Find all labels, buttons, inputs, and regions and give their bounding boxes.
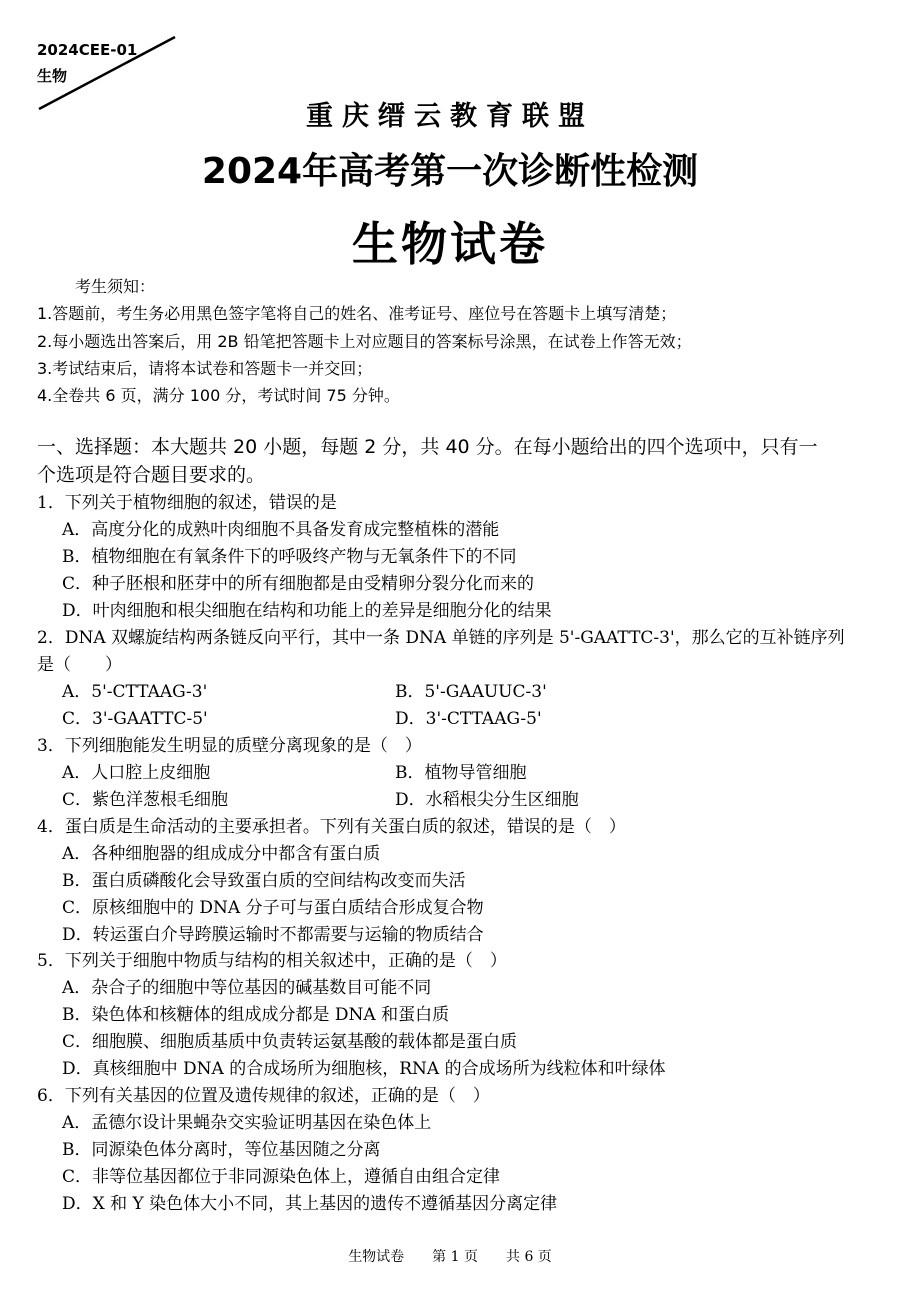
- question-6-option: D．X 和 Y 染色体大小不同，其上基因的遗传不遵循基因分离定律: [62, 1194, 558, 1214]
- notice-rule: 2.每小题选出答案后，用 2B 铅笔把答题卡上对应题目的答案标号涂黑，在试卷上作答无效；: [37, 332, 692, 351]
- question-4-option: D．转运蛋白介导跨膜运输时不都需要与运输的物质结合: [62, 925, 484, 945]
- notice-title: 考生须知：: [75, 277, 156, 296]
- question-2-stem: 2．DNA 双螺旋结构两条链反向平行，其中一条 DNA 单链的序列是 5'-GAATTC-3'，那么它的互补链序列: [37, 628, 845, 648]
- question-3-option: B．植物导管细胞: [395, 763, 527, 783]
- question-3-option: A．人口腔上皮细胞: [62, 763, 211, 783]
- question-5-option: B．染色体和核糖体的组成成分都是 DNA 和蛋白质: [62, 1005, 450, 1025]
- question-4-option: A．各种细胞器的组成成分中都含有蛋白质: [62, 844, 381, 864]
- question-4-option: C．原核细胞中的 DNA 分子可与蛋白质结合形成复合物: [62, 898, 484, 918]
- question-6-option: C．非等位基因都位于非同源染色体上，遵循自由组合定律: [62, 1167, 501, 1187]
- section-heading-line: 个选项是符合题目要求的。: [37, 464, 266, 486]
- question-5-option: C．细胞膜、细胞质基质中负责转运氨基酸的载体都是蛋白质: [62, 1032, 518, 1052]
- question-2-stem-cont: 是（ ）: [37, 655, 122, 675]
- question-6-option: A．孟德尔设计果蝇杂交实验证明基因在染色体上: [62, 1113, 432, 1133]
- question-5-option: D．真核细胞中 DNA 的合成场所为细胞核，RNA 的合成场所为线粒体和叶绿体: [62, 1059, 666, 1079]
- paper-code: 2024CEE-01: [37, 41, 138, 59]
- question-4-stem: 4．蛋白质是生命活动的主要承担者。下列有关蛋白质的叙述，错误的是（ ）: [37, 817, 626, 837]
- question-1-option: D．叶肉细胞和根尖细胞在结构和功能上的差异是细胞分化的结果: [62, 601, 552, 621]
- question-1-option: A．高度分化的成熟叶肉细胞不具备发育成完整植株的潜能: [62, 520, 500, 540]
- notice-rule: 3.考试结束后，请将本试卷和答题卡一并交回；: [37, 359, 373, 378]
- organization-title: 重庆缙云教育联盟: [306, 101, 594, 132]
- question-1-option: B．植物细胞在有氧条件下的呼吸终产物与无氧条件下的不同: [62, 547, 517, 567]
- question-5-stem: 5．下列关于细胞中物质与结构的相关叙述中，正确的是（ ）: [37, 951, 507, 971]
- section-heading-line: 一、选择题：本大题共 20 小题，每题 2 分，共 40 分。在每小题给出的四个选项中，只有一: [37, 436, 818, 458]
- question-6-stem: 6．下列有关基因的位置及遗传规律的叙述，正确的是（ ）: [37, 1086, 490, 1106]
- notice-rule: 1.答题前，考生务必用黑色签字笔将自己的姓名、准考证号、座位号在答题卡上填写清楚；: [37, 304, 677, 323]
- question-6-option: B．同源染色体分离时，等位基因随之分离: [62, 1140, 381, 1160]
- notice-rule: 4.全卷共 6 页，满分 100 分，考试时间 75 分钟。: [37, 386, 400, 405]
- question-2-option: C．3'-GAATTC-5': [62, 709, 208, 729]
- subject-tag: 生物: [37, 67, 68, 85]
- subject-title: 生物试卷: [352, 217, 548, 271]
- question-2-option: D．3'-CTTAAG-5': [395, 709, 542, 729]
- question-2-option: B．5'-GAAUUC-3': [395, 682, 547, 702]
- question-3-option: D．水稻根尖分生区细胞: [395, 790, 579, 810]
- question-2-option: A．5'-CTTAAG-3': [62, 682, 208, 702]
- question-4-option: B．蛋白质磷酸化会导致蛋白质的空间结构改变而失活: [62, 871, 466, 891]
- exam-title: 2024年高考第一次诊断性检测: [201, 151, 699, 192]
- question-3-stem: 3．下列细胞能发生明显的质壁分离现象的是（ ）: [37, 736, 422, 756]
- page-footer: 生物试卷 第 1 页 共 6 页: [348, 1249, 552, 1265]
- question-3-option: C．紫色洋葱根毛细胞: [62, 790, 229, 810]
- question-1-stem: 1．下列关于植物细胞的叙述，错误的是: [37, 493, 337, 513]
- section-heading: [37, 433, 877, 489]
- question-1-option: C．种子胚根和胚芽中的所有细胞都是由受精卵分裂分化而来的: [62, 574, 535, 594]
- question-5-option: A．杂合子的细胞中等位基因的碱基数目可能不同: [62, 978, 432, 998]
